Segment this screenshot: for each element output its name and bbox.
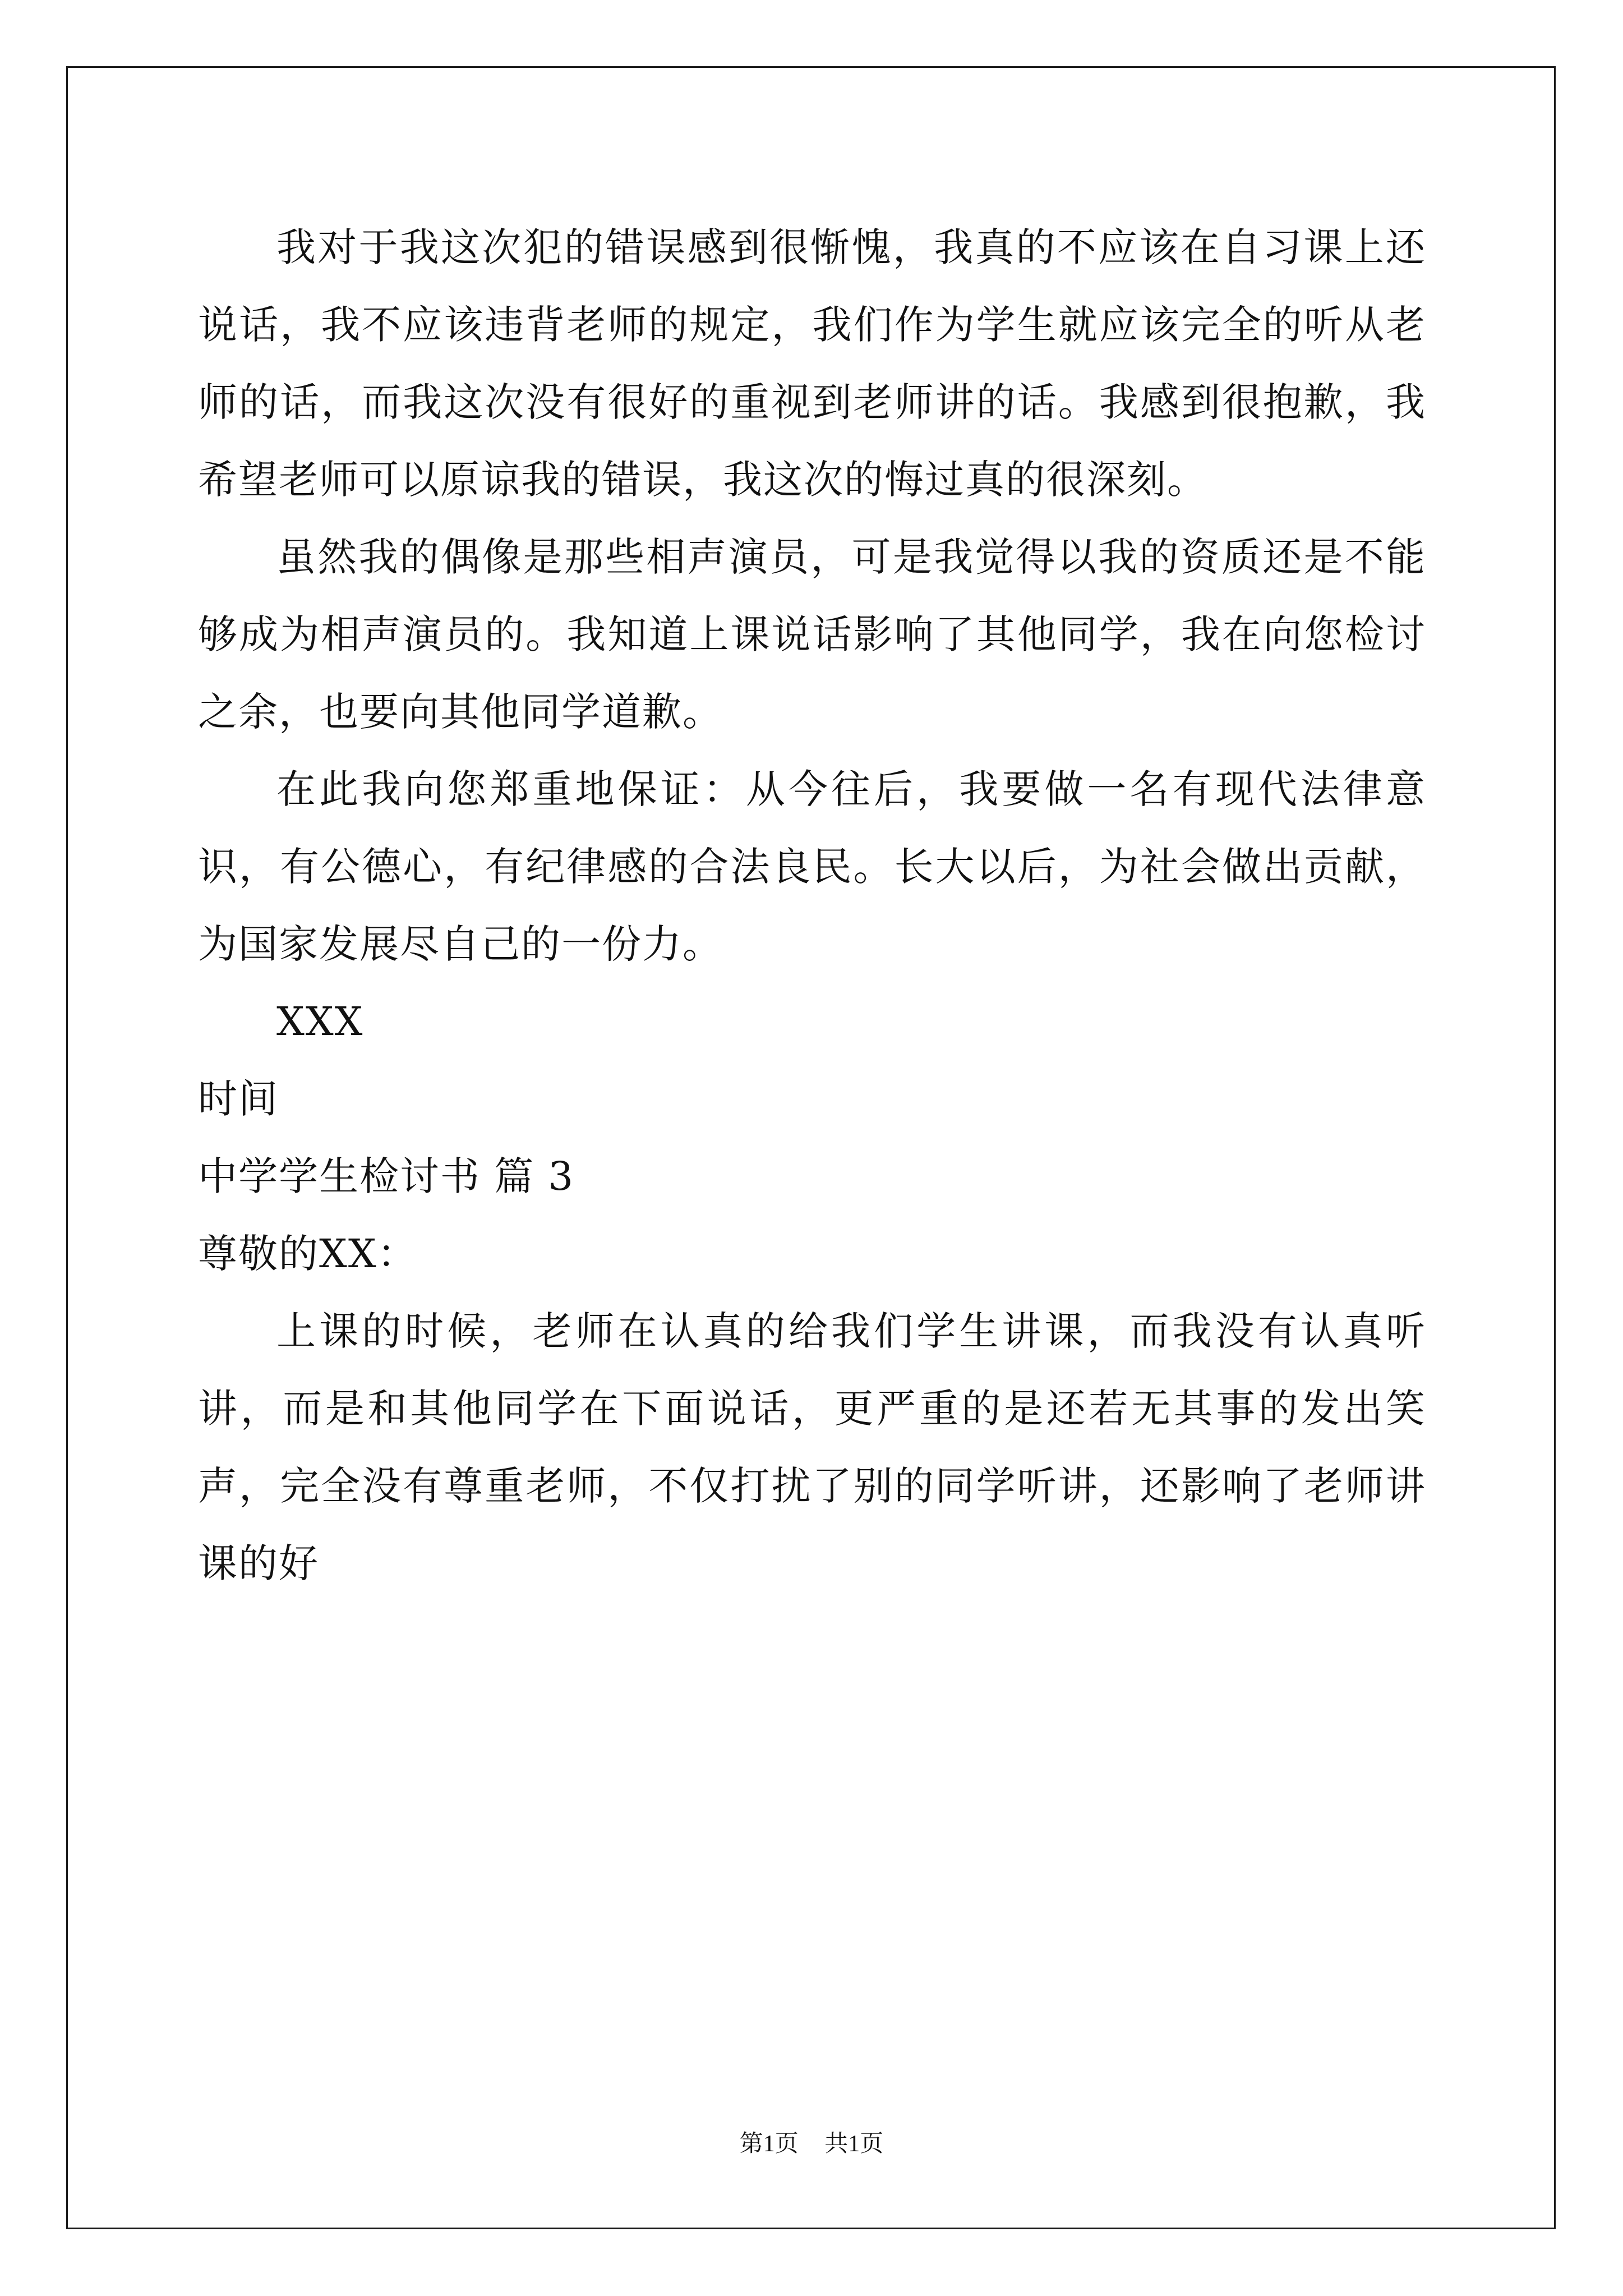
page-number: 第1页 [739,2131,799,2157]
page-footer [0,2127,1623,2161]
section-title: 中学学生检讨书 篇 3 [198,1153,575,1199]
signature: XXX [276,999,364,1045]
paragraph-1: 我对于我这次犯的错误感到很惭愧，我真的不应该在自习课上还说话，我不应该违背老师的规定，我们作为学生就应该完全的听从老师的话，而我这次没有很好的重视到老师讲的话。我感到很抱歉，我希望老师可以原谅我的错误，我这次的悔过真的很深刻。 [198,224,1426,503]
page-total: 共1页 [824,2131,884,2157]
paragraph-2: 虽然我的偶像是那些相声演员，可是我觉得以我的资质还是不能够成为相声演员的。我知道上课说话影响了其他同学，我在向您检讨之余，也要向其他同学道歉。 [198,534,1426,735]
date-label: 时间 [198,1076,279,1122]
document-body [198,209,1426,1602]
paragraph-4: 上课的时候，老师在认真的给我们学生讲课，而我没有认真听讲，而是和其他同学在下面说话，更严重的是还若无其事的发出笑声，完全没有尊重老师，不仅打扰了别的同学听讲，还影响了老师讲课的好 [198,1308,1426,1586]
salutation: 尊敬的XX： [198,1231,418,1277]
paragraph-3: 在此我向您郑重地保证：从今往后，我要做一名有现代法律意识，有公德心，有纪律感的合法良民。长大以后，为社会做出贡献，为国家发展尽自己的一份力。 [198,766,1426,967]
